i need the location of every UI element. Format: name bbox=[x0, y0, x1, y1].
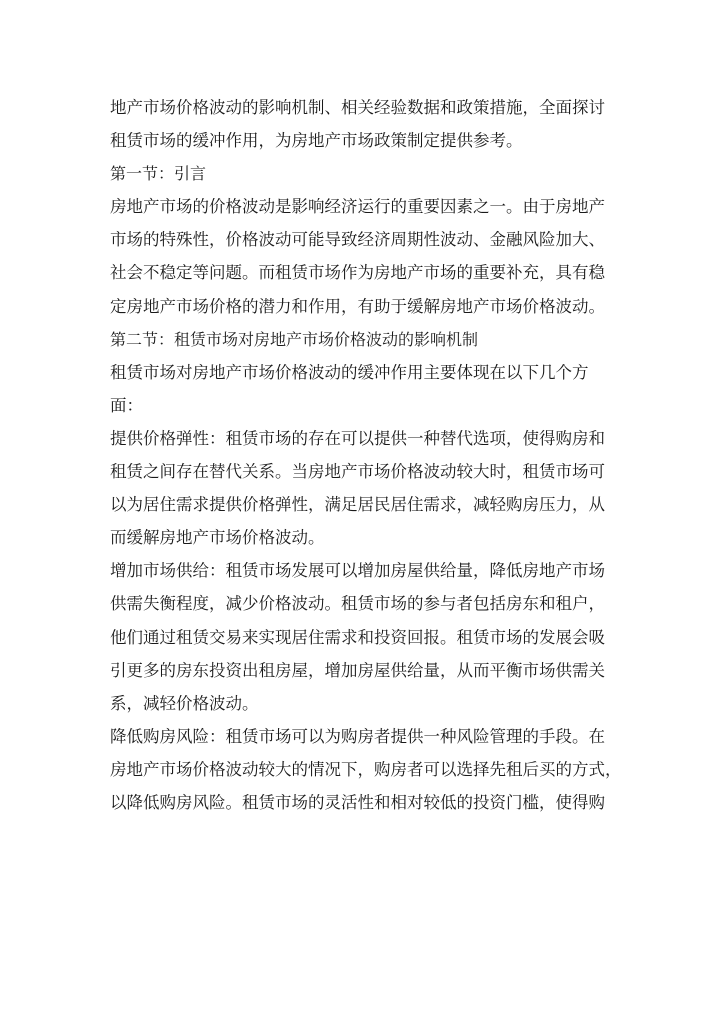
paragraph-line: 降低购房风险：租赁市场可以为购房者提供一种风险管理的手段。在 bbox=[110, 726, 605, 746]
paragraph-line: 租赁市场对房地产市场价格波动的缓冲作用主要体现在以下几个方 bbox=[110, 362, 589, 382]
section-heading: 第二节：租赁市场对房地产市场价格波动的影响机制 bbox=[110, 329, 479, 349]
paragraph-line: 他们通过租赁交易来实现居住需求和投资回报。租赁市场的发展会吸 bbox=[110, 627, 605, 647]
paragraph-line: 面： bbox=[110, 395, 143, 415]
document-body bbox=[110, 91, 625, 819]
paragraph-line: 社会不稳定等问题。而租赁市场作为房地产市场的重要补充，具有稳 bbox=[110, 263, 605, 283]
paragraph-line: 房地产市场的价格波动是影响经济运行的重要因素之一。由于房地产 bbox=[110, 197, 605, 217]
paragraph-line: 租赁市场的缓冲作用，为房地产市场政策制定提供参考。 bbox=[110, 131, 523, 151]
paragraph-line: 市场的特殊性，价格波动可能导致经济周期性波动、金融风险加大、 bbox=[110, 230, 605, 250]
paragraph-line: 房地产市场价格波动较大的情况下，购房者可以选择先租后买的方式， bbox=[110, 759, 622, 779]
paragraph-line: 以降低购房风险。租赁市场的灵活性和相对较低的投资门槛，使得购 bbox=[110, 792, 605, 812]
paragraph-line: 提供价格弹性：租赁市场的存在可以提供一种替代选项，使得购房和 bbox=[110, 428, 605, 448]
section-heading: 第一节：引言 bbox=[110, 164, 207, 184]
paragraph-line: 引更多的房东投资出租房屋，增加房屋供给量，从而平衡市场供需关 bbox=[110, 660, 605, 680]
paragraph-line: 系，减轻价格波动。 bbox=[110, 693, 259, 713]
paragraph-line: 以为居住需求提供价格弹性，满足居民居住需求，减轻购房压力，从 bbox=[110, 495, 605, 515]
paragraph-line: 增加市场供给：租赁市场发展可以增加房屋供给量，降低房地产市场 bbox=[110, 561, 605, 581]
paragraph-line: 定房地产市场价格的潜力和作用，有助于缓解房地产市场价格波动。 bbox=[110, 296, 605, 316]
paragraph-line: 地产市场价格波动的影响机制、相关经验数据和政策措施，全面探讨 bbox=[110, 98, 605, 117]
paragraph-line: 租赁之间存在替代关系。当房地产市场价格波动较大时，租赁市场可 bbox=[110, 462, 605, 482]
paragraph-line: 而缓解房地产市场价格波动。 bbox=[110, 528, 325, 548]
paragraph-line: 供需失衡程度，减少价格波动。租赁市场的参与者包括房东和租户， bbox=[110, 594, 605, 614]
